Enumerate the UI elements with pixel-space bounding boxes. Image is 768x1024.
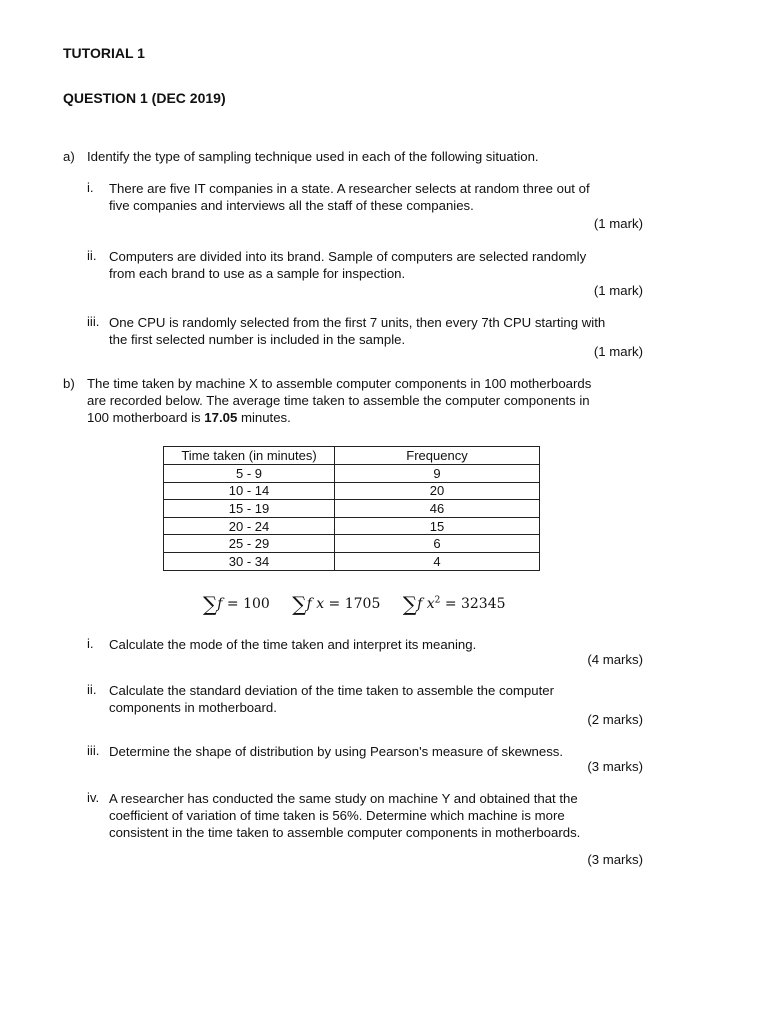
table-cell-frequency: 20 bbox=[335, 482, 540, 500]
table-header-row bbox=[164, 447, 540, 465]
part-b-item-marks: (2 marks) bbox=[587, 712, 643, 727]
part-a-item-num: iii. bbox=[87, 314, 100, 329]
table-cell-time: 15 - 19 bbox=[164, 500, 335, 518]
part-b-item-text bbox=[109, 682, 643, 716]
part-a-item-line: from each brand to use as a sample for inspection. bbox=[109, 266, 406, 281]
part-a-item-line: five companies and interviews all the staff of these companies. bbox=[109, 198, 474, 213]
table-header-frequency: Frequency bbox=[335, 447, 540, 465]
part-b-item-num: iv. bbox=[87, 790, 100, 805]
summation-formulas bbox=[203, 592, 524, 616]
part-a-intro: Identify the type of sampling technique used in each of the following situation. bbox=[87, 149, 539, 164]
table-row bbox=[164, 552, 540, 570]
part-b-label: b) bbox=[63, 376, 75, 391]
part-b-intro-line: are recorded below. The average time taken to assemble the computer components in bbox=[87, 393, 590, 408]
part-b-item-num: ii. bbox=[87, 682, 97, 697]
table-cell-time: 5 - 9 bbox=[164, 465, 335, 483]
frequency-table bbox=[163, 446, 540, 571]
sigma-symbol: ∑ bbox=[292, 592, 307, 616]
part-b-item-marks: (4 marks) bbox=[587, 652, 643, 667]
part-a-item-line: There are five IT companies in a state. A researcher selects at random three out of bbox=[109, 181, 590, 196]
sum-fx2-term bbox=[402, 592, 506, 616]
part-b-item-line: consistent in the time taken to assemble computer components in motherboards. bbox=[109, 825, 581, 840]
table-row bbox=[164, 517, 540, 535]
part-b-item-line: Calculate the standard deviation of the time taken to assemble the computer bbox=[109, 683, 554, 698]
part-b-item-marks: (3 marks) bbox=[587, 852, 643, 867]
sum-f-term bbox=[203, 592, 274, 616]
part-b-intro bbox=[87, 375, 643, 426]
part-a-item-text bbox=[109, 248, 643, 282]
part-a-item-text bbox=[109, 180, 643, 214]
sum-fx-var: f x bbox=[306, 596, 325, 612]
table-row bbox=[164, 482, 540, 500]
table-cell-frequency: 9 bbox=[335, 465, 540, 483]
part-b-item-line: coefficient of variation of time taken is 56%. Determine which machine is more bbox=[109, 808, 565, 823]
table-header-time: Time taken (in minutes) bbox=[164, 447, 335, 465]
part-a-label: a) bbox=[63, 149, 75, 164]
sum-fx-term bbox=[292, 592, 385, 616]
part-b-item-line: A researcher has conducted the same study on machine Y and obtained that the bbox=[109, 791, 578, 806]
part-b-item-line: components in motherboard. bbox=[109, 700, 277, 715]
part-b-item-num: i. bbox=[87, 636, 94, 651]
part-b-item-text: Calculate the mode of the time taken and interpret its meaning. bbox=[109, 637, 477, 652]
sigma-symbol: ∑ bbox=[402, 592, 418, 616]
table-row bbox=[164, 535, 540, 553]
part-b-item-marks: (3 marks) bbox=[587, 759, 643, 774]
sum-fx2-exponent: 2 bbox=[434, 595, 441, 606]
question-title: QUESTION 1 (DEC 2019) bbox=[63, 90, 226, 106]
table-row bbox=[164, 465, 540, 483]
sum-f-value: = 100 bbox=[226, 596, 270, 612]
part-a-item-line: the first selected number is included in the sample. bbox=[109, 332, 406, 347]
part-b-intro-line: 100 motherboard is bbox=[87, 410, 205, 425]
table-cell-frequency: 15 bbox=[335, 517, 540, 535]
mean-value: 17.05 bbox=[204, 410, 238, 425]
part-b-item-num: iii. bbox=[87, 743, 100, 758]
table-cell-time: 30 - 34 bbox=[164, 552, 335, 570]
sum-fx2-value: = 32345 bbox=[444, 596, 506, 612]
part-a-item-num: ii. bbox=[87, 248, 97, 263]
part-b-item-text bbox=[109, 790, 643, 841]
sum-fx2-var: f x bbox=[417, 596, 435, 612]
part-b-intro-line: The time taken by machine X to assemble computer components in 100 motherboards bbox=[87, 376, 592, 391]
sigma-symbol: ∑ bbox=[203, 592, 218, 616]
sum-fx-value: = 1705 bbox=[328, 596, 381, 612]
table-cell-time: 20 - 24 bbox=[164, 517, 335, 535]
part-b-intro-line: minutes. bbox=[237, 410, 291, 425]
table-cell-time: 25 - 29 bbox=[164, 535, 335, 553]
table-cell-time: 10 - 14 bbox=[164, 482, 335, 500]
part-b-item-text: Determine the shape of distribution by using Pearson's measure of skewness. bbox=[109, 744, 564, 759]
tutorial-title: TUTORIAL 1 bbox=[63, 45, 145, 61]
sum-f-var: f bbox=[217, 596, 223, 612]
part-a-item-marks: (1 mark) bbox=[593, 216, 643, 231]
part-a-item-line: One CPU is randomly selected from the first 7 units, then every 7th CPU starting with bbox=[109, 315, 606, 330]
table-cell-frequency: 6 bbox=[335, 535, 540, 553]
part-a-item-line: Computers are divided into its brand. Sample of computers are selected randomly bbox=[109, 249, 587, 264]
part-a-item-text bbox=[109, 314, 643, 348]
part-a-item-marks: (1 mark) bbox=[593, 283, 643, 298]
table-cell-frequency: 46 bbox=[335, 500, 540, 518]
part-a-item-marks: (1 mark) bbox=[593, 344, 643, 359]
table-cell-frequency: 4 bbox=[335, 552, 540, 570]
part-a-item-num: i. bbox=[87, 180, 94, 195]
table-row bbox=[164, 500, 540, 518]
